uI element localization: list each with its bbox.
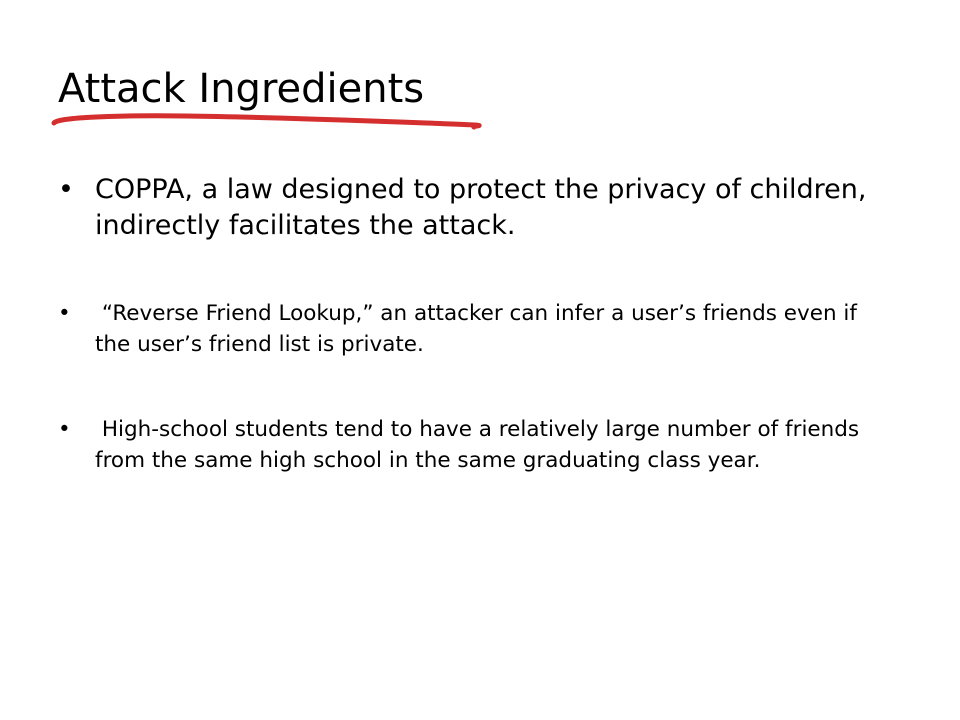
bullet-text: “Reverse Friend Lookup,” an attacker can infer a user’s friends even if the user’s friend list is private.: [95, 301, 864, 357]
bullet-item: [58, 172, 878, 244]
underline-stroke: [54, 116, 479, 127]
bullet-text: High-school students tend to have a relatively large number of friends from the same high school in the same graduating class year.: [95, 417, 866, 473]
bullet-item: [58, 298, 878, 360]
bullet-list: [58, 172, 878, 476]
title-underline: [46, 108, 486, 138]
bullet-item: [58, 414, 878, 476]
slide-title: Attack Ingredients: [58, 66, 425, 112]
bullet-marker: •: [58, 174, 74, 205]
bullet-text: COPPA, a law designed to protect the privacy of children, indirectly facilitates the attack.: [95, 174, 867, 241]
bullet-marker: •: [58, 301, 71, 326]
bullet-marker: •: [58, 417, 71, 442]
